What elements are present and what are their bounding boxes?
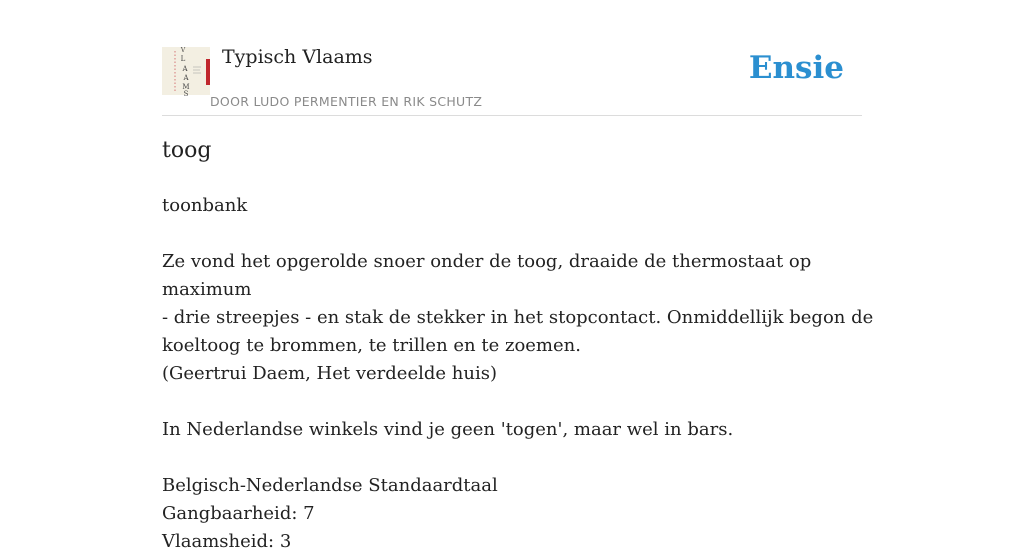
spacer — [162, 220, 874, 248]
svg-text:S: S — [183, 90, 189, 98]
book-cover-thumbnail[interactable] — [162, 47, 210, 98]
entry-word: toog — [162, 138, 212, 163]
book-header — [162, 44, 862, 116]
quote-line: koeltoog te brommen, te trillen en te zoemen. — [162, 335, 581, 356]
book-title[interactable]: Typisch Vlaams — [222, 46, 373, 68]
svg-text:M: M — [182, 83, 190, 91]
quote-line: - drie streepjes - en stak de stekker in het stopcontact. Onmiddellijk begon de — [162, 307, 874, 328]
svg-text:A: A — [183, 74, 189, 82]
quote-source: (Geertrui Daem, Het verdeelde huis) — [162, 363, 497, 384]
svg-text:A: A — [182, 65, 188, 73]
book-authors: DOOR LUDO PERMENTIER EN RIK SCHUTZ — [210, 94, 483, 109]
entry-note: In Nederlandse winkels vind je geen 'togen', maar wel in bars. — [162, 419, 734, 440]
meta-register: Belgisch-Nederlandse Standaardtaal — [162, 475, 498, 496]
spacer — [162, 388, 874, 416]
svg-text:V: V — [180, 47, 186, 54]
entry-definition: toonbank — [162, 195, 248, 216]
meta-vlaamsheid: Vlaamsheid: 3 — [162, 531, 292, 552]
meta-gangbaarheid: Gangbaarheid: 7 — [162, 503, 315, 524]
ensie-logo-link[interactable]: Ensie — [748, 50, 844, 86]
svg-text:L: L — [180, 55, 186, 63]
book-cover-image — [162, 47, 210, 98]
entry-content — [162, 192, 874, 556]
quote-line: Ze vond het opgerolde snoer onder de toog, draaide de thermostaat op maximum — [162, 251, 812, 300]
spacer — [162, 444, 874, 472]
